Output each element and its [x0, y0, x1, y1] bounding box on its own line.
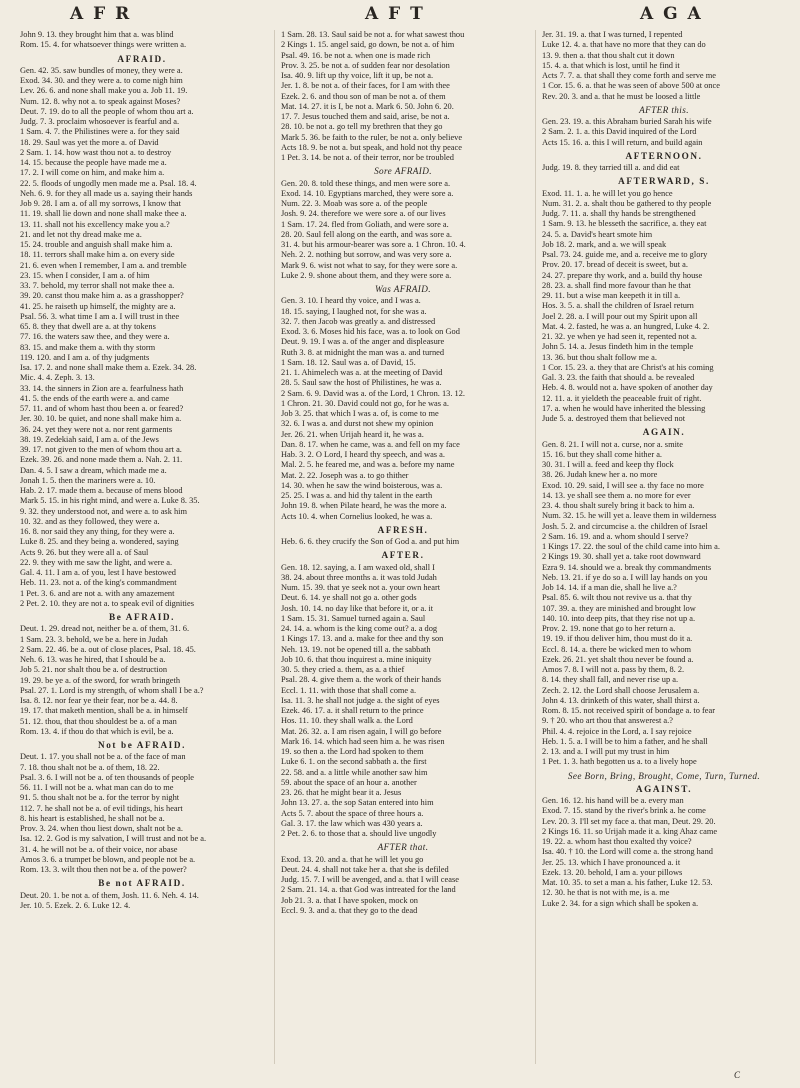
concordance-entry: Gen. 23. 19. a. this Abraham buried Sarah his wife [542, 117, 712, 126]
concordance-entry: Job 9. 28. I am a. of all my sorrows, I know that [20, 199, 181, 208]
concordance-entry: Mark 5. 36. be faith to the ruler, be not a. only believe [281, 132, 463, 142]
concordance-entry: 1 Sam. 23. 3. behold, we be a. here in Judah [20, 634, 168, 644]
concordance-entry: 1 Sam. 17. 24. fled from Goliath, and were sore a. [281, 219, 449, 229]
concordance-entry: 91. 5. thou shalt not be a. for the terror by night [20, 793, 180, 803]
concordance-entry: Lev. 26. 6. and none shall make you a. Job 11. 19. [20, 86, 188, 96]
section-heading: Not be AFRAID. [98, 740, 186, 750]
concordance-entry: Psal. 3. 6. I will not be a. of ten thousands of people [20, 772, 194, 782]
concordance-entry: Psal. 85. 6. wilt thou not revive us a. that thy [542, 593, 692, 603]
concordance-entry: 9. † 20. who art thou that answerest a.? [542, 716, 673, 726]
section-heading: Be not AFRAID. [98, 878, 186, 889]
concordance-entry: 18. 11. terrors shall make him a. on every side [20, 250, 175, 260]
concordance-entry: Job 5. 21. nor shalt thou be a. of destruction [20, 665, 168, 675]
concordance-entry: 32. 7. then Jacob was greatly a. and distressed [281, 316, 436, 326]
concordance-entry: Acts 7. 7. a. that shall they come forth and serve me [542, 71, 716, 80]
concordance-entry: Deut. 1. 17. you shall not be a. of the face of man [20, 752, 186, 762]
concordance-entry: Mat. 4. 2. fasted, he was a. an hungred, Luke 4. 2. [542, 321, 710, 331]
concordance-entry: 8. his heart is established, he shall not be a. [20, 813, 165, 823]
concordance-entry: 30. 31. I will a. feed and keep thy flock [542, 460, 674, 469]
concordance-entry: 14. 30. when he saw the wind boisterous, was a. [281, 480, 443, 490]
concordance-entry: Acts 10. 4. when Cornelius looked, he was a. [281, 511, 433, 521]
concordance-entry: 14. 13. ye shall see them a. no more for ever [542, 490, 691, 500]
concordance-entry: 1 Sam. 15. 31. Samuel turned again a. Saul [281, 613, 426, 623]
concordance-entry: Judg. 7. 11. a. shall thy hands be strengthened [542, 209, 696, 218]
concordance-entry: 17. 7. Jesus touched them and said, arise, be not a. [281, 112, 450, 121]
concordance-entry: Jude 5. a. destroyed them that believed not [542, 414, 686, 423]
concordance-entry: 2 Sam. 2. 1. a. this David inquired of the Lord [542, 127, 697, 137]
section-heading: AFRAID. [117, 53, 167, 64]
concordance-entry: 15. 4. a. that which is lost, until he find it [542, 60, 680, 70]
concordance-entry: 56. 11. I will not be a. what man can do to me [20, 783, 174, 792]
concordance-entry: Exod. 34. 30. and they were a. to come nigh him [20, 76, 183, 85]
concordance-entry: Hab. 3. 2. O Lord, I heard thy speech, and was a. [281, 450, 445, 459]
concordance-entry: Mark 9. 6. wist not what to say, for they were sore a. [281, 260, 458, 270]
concordance-entry: Jer. 10. 5. Ezek. 2. 6. Luke 12. 4. [20, 900, 131, 910]
concordance-entry: 28. 20. Saul fell along on the earth, and was sore a. [281, 229, 452, 239]
concordance-entry: 13. 36. but thou shalt follow me a. [542, 352, 657, 362]
column-2 [274, 30, 525, 1064]
concordance-entry: 2 Pet. 2. 6. to those that a. should live ungodly [281, 829, 437, 838]
concordance-entry: Job 3. 25. that which I was a. of, is come to me [281, 409, 439, 418]
concordance-entry: Eccl. 1. 11. with those that shall come a. [281, 685, 417, 695]
concordance-entry: Josh. 9. 24. therefore we were sore a. of our lives [281, 209, 446, 219]
concordance-entry: 2 Kings 16. 11. so Urijah made it a. king Ahaz came [542, 826, 718, 836]
concordance-entry: 28. 23. a. shall find more favour than he that [542, 280, 691, 290]
concordance-entry: Gen. 8. 21. I will not a. curse, nor a. smite [542, 439, 683, 449]
concordance-entry: Acts 15. 16. a. this I will return, and build again [542, 137, 703, 147]
concordance-entry: Heb. 11. 23. not a. of the king's commandment [20, 578, 177, 588]
concordance-entry: Acts 5. 7. about the space of three hours a. [281, 808, 424, 818]
page-header [20, 0, 786, 30]
concordance-entry: 112. 7. he shall not be a. of evil tidings, his heart [20, 803, 183, 813]
concordance-entry: Gal. 3. 23. the faith that should a. be revealed [542, 373, 695, 382]
concordance-entry: 140. 10. into deep pits, that they rise not up a. [542, 613, 696, 623]
concordance-entry: Dan. 8. 17. when he came, was a. and fell on my face [281, 439, 460, 449]
concordance-entry: 12. 30. he that is not with me, is a. me [542, 888, 670, 898]
concordance-entry: 14. 15. because the people have made me a. [20, 158, 167, 167]
section-heading: Be AFRAID. [108, 612, 176, 622]
concordance-entry: 36. 24. yet they were not a. nor rent garments [20, 424, 173, 434]
concordance-entry: Rom. 8. 15. not received spirit of bondage a. to fear [542, 706, 716, 715]
concordance-entry: Deut. 9. 19. I was a. of the anger and displeasure [281, 337, 445, 347]
concordance-entry: Prov. 2. 19. none that go to her return a. [542, 624, 676, 633]
concordance-entry: Luke 2. 34. for a sign which shall be spoken a. [542, 898, 699, 908]
concordance-entry: 1 Kings 17. 22. the soul of the child came into him a. [542, 542, 720, 551]
concordance-entry: John 4. 13. drinketh of this water, shall thirst a. [542, 695, 700, 705]
concordance-entry: 31. 4. he will not be a. of their voice, nor abase [20, 844, 178, 854]
concordance-entry: Neb. 13. 21. if ye do so a. I will lay hands on you [542, 572, 708, 582]
concordance-entry: Psal. 28. 4. give them a. the work of their hands [281, 675, 442, 685]
concordance-entry: Deut. 24. 4. shall not take her a. that she is defiled [281, 864, 449, 874]
concordance-entry: Hos. 11. 10. they shall walk a. the Lord [281, 716, 413, 726]
concordance-entry: Psal. 49. 16. be not a. when one is made rich [281, 50, 431, 60]
concordance-entry: Josh. 10. 14. no day like that before it, or a. it [281, 603, 434, 613]
concordance-entry: 17. 2. I will come on him, and make him a. [20, 168, 165, 178]
concordance-entry: 31. 4. but his armour-bearer was sore a. 1 Chron. 10. 4. [281, 240, 466, 249]
concordance-entry: Rev. 20. 3. and a. that he must be loosed a little [542, 91, 701, 101]
concordance-entry: Neh. 6. 13. was he hired, that I should be a. [20, 655, 166, 664]
concordance-entry: Isa. 8. 12. nor fear ye their fear, nor be a. 44. 8. [20, 696, 178, 705]
concordance-entry: Ezek. 39. 26. and none made them a. Nah. 2. 11. [20, 455, 183, 465]
concordance-entry: 39. 20. canst thou make him a. as a grasshopper? [20, 291, 184, 301]
concordance-entry: 15. 24. trouble and anguish shall make him a. [20, 240, 173, 249]
concordance-entry: Mal. 2. 5. he feared me, and was a. before my name [281, 460, 455, 470]
concordance-entry: Amos 3. 6. a trumpet be blown, and people not be a. [20, 854, 196, 864]
concordance-entry: Exod. 3. 6. Moses hid his face, was a. to look on God [281, 327, 460, 336]
concordance-entry: 19. so then a. the Lord had spoken to them [281, 747, 424, 756]
concordance-entry: John 9. 13. they brought him that a. was blind [20, 30, 174, 39]
concordance-entry: Prov. 3. 24. when thou liest down, shalt not be a. [20, 824, 183, 833]
concordance-entry: Num. 15. 39. that ye seek not a. your own heart [281, 583, 441, 592]
header-right: A G A [640, 4, 703, 24]
concordance-entry: Isa. 12. 2. God is my salvation, I will trust and not be a. [20, 834, 207, 844]
concordance-entry: Job 14. 14. if a man die, shall he live a.? [542, 583, 677, 592]
concordance-entry: Num. 22. 3. Moab was sore a. of the people [281, 199, 428, 208]
concordance-entry: 119. 120. and I am a. of thy judgments [20, 352, 150, 362]
concordance-entry: Hab. 2. 17. made them a. because of mens blood [20, 486, 183, 495]
concordance-entry: Heb. 1. 5. a. I will be to him a father, and he shall [542, 736, 708, 746]
concordance-entry: Gen. 18. 12. saying, a. I am waxed old, shall I [281, 562, 435, 572]
concordance-entry: John 19. 8. when Pilate heard, he was the more a. [281, 501, 447, 511]
concordance-entry: 77. 16. the waters saw thee, and they were a. [20, 332, 170, 342]
concordance-entry: Exod. 10. 29. said, I will see a. thy face no more [542, 480, 704, 490]
concordance-entry: 65. 8. they that dwell are a. at thy tokens [20, 322, 156, 331]
concordance-entry: Num. 31. 2. a. shalt thou be gathered to thy people [542, 198, 712, 208]
section-heading: AFTER. [381, 550, 425, 561]
concordance-entry: Lev. 20. 3. I'll set my face a. that man, Deut. 29. 20. [542, 816, 716, 826]
concordance-entry: Gal. 4. 11. I am a. of you, lest I have bestowed [20, 568, 176, 577]
concordance-entry: Job 10. 6. that thou inquirest a. mine iniquity [281, 654, 432, 664]
signature-mark: C [733, 1070, 740, 1080]
concordance-entry: 38. 24. about three months a. it was told Judah [281, 572, 437, 582]
concordance-entry: 33. 14. the sinners in Zion are a. fearfulness hath [20, 383, 184, 393]
column-3 [535, 30, 786, 1064]
concordance-entry: 21. and let not thy dread make me a. [20, 229, 142, 239]
concordance-entry: Exod. 7. 15. stand by the river's brink a. he come [542, 806, 706, 816]
concordance-entry: 7. 18. thou shalt not be a. of them, 18. 22. [20, 762, 160, 772]
concordance-entry: Dan. 4. 5. I saw a dream, which made me a. [20, 465, 167, 475]
concordance-entry: Phil. 4. 4. rejoice in the Lord, a. I say rejoice [542, 726, 692, 736]
concordance-entry: Mat. 2. 22. Joseph was a. to go thither [281, 470, 409, 480]
section-heading: AGAINST. [635, 783, 693, 794]
concordance-entry: 9. 32. they understood not, and were a. to ask him [20, 506, 188, 516]
concordance-entry: John 13. 27. a. the sop Satan entered into him [281, 798, 434, 808]
concordance-entry: Isa. 11. 3. he shall not judge a. the sight of eyes [281, 695, 440, 705]
concordance-entry: Gen. 42. 35. saw bundles of money, they were a. [20, 65, 183, 75]
section-heading: See Born, Bring, Brought, Come, Turn, Turned. [567, 770, 761, 781]
concordance-entry: 13. 9. then a. that thou shalt cut it down [542, 50, 675, 60]
concordance-entry: 107. 39. a. they are minished and brought low [542, 603, 696, 613]
concordance-entry: Rom. 13. 4. if thou do that which is evil, be a. [20, 726, 174, 736]
concordance-entry: Ezek. 2. 6. and thou son of man be not a. of them [281, 91, 446, 101]
concordance-entry: 2 Sam. 6. 9. David was a. of the Lord, 1 Chron. 13. 12. [281, 388, 465, 398]
concordance-entry: Acts 18. 9. be not a. but speak, and hold not thy peace [281, 142, 462, 152]
concordance-entry: Luke 6. 1. on the second sabbath a. the first [281, 757, 427, 767]
concordance-entry: 24. 5. a. David's heart smote him [542, 229, 653, 239]
concordance-entry: Judg. 19. 8. they tarried till a. and did eat [542, 163, 680, 172]
concordance-entry: 38. 26. Judah knew her a. no more [542, 470, 658, 480]
header-left: A F R [70, 4, 132, 24]
concordance-entry: 18. 29. Saul was yet the more a. of David [20, 137, 159, 147]
concordance-entry: 57. 11. and of whom hast thou been a. or feared? [20, 404, 184, 413]
concordance-entry: Jer. 26. 21. when Urijah heard it, he was a. [281, 429, 424, 439]
concordance-entry: Acts 9. 26. but they were all a. of Saul [20, 547, 149, 557]
concordance-entry: Isa. 40. 9. lift up thy voice, lift it up, be not a. [281, 71, 434, 80]
concordance-entry: Jer. 31. 19. a. that I was turned, I repented [542, 30, 683, 39]
concordance-entry: 24. 27. prepare thy work, and a. build thy house [542, 270, 703, 280]
concordance-entry: 28. 10. be not a. go tell my brethren that they go [281, 122, 443, 132]
concordance-entry: 1 Pet. 1. 3. hath begotten us a. to a lively hope [542, 757, 697, 767]
concordance-entry: Jer. 1. 8. be not a. of their faces, for I am with thee [281, 81, 450, 91]
concordance-entry: Psal. 73. 24. guide me, and a. receive me to glory [542, 250, 708, 259]
concordance-entry: 23. 15. when I consider, I am a. of him [20, 270, 150, 280]
concordance-entry: 2 Sam. 16. 19. and a. whom should I serve? [542, 531, 689, 541]
concordance-entry: Zech. 2. 12. the Lord shall choose Jerusalem a. [542, 685, 700, 695]
concordance-entry: Deut. 20. 1. be not a. of them, Josh. 11. 6. Neh. 4. 14. [20, 890, 199, 900]
concordance-entry: Gen. 20. 8. told these things, and men were sore a. [281, 178, 451, 188]
header-center: A F T [365, 4, 425, 24]
concordance-entry: 1 Cor. 15. 6. a. that he was seen of above 500 at once [542, 81, 720, 91]
concordance-entry: 41. 25. he raiseth up himself, the mighty are a. [20, 301, 176, 311]
concordance-entry: 2 Pet. 2. 10. they are not a. to speak evil of dignities [20, 598, 194, 608]
concordance-entry: Prov. 3. 25. be not a. of sudden fear nor desolation [281, 60, 450, 70]
concordance-entry: 19. 19. if thou deliver him, thou must do it a. [542, 634, 693, 644]
section-heading: AFTER this. [639, 104, 689, 115]
concordance-entry: 83. 15. and make them a. with thy storm [20, 342, 156, 352]
concordance-entry: Mark 16. 14. which had seen him a. he was risen [281, 736, 445, 746]
concordance-entry: Gen. 16. 12. his hand will be a. every man [542, 796, 684, 805]
concordance-entry: Neh. 2. 2. nothing but sorrow, and was very sore a. [281, 250, 452, 260]
concordance-entry: 33. 7. behold, my terror shall not make thee a. [20, 281, 175, 290]
concordance-entry: 1 Chron. 21. 30. David could not go, for he was a. [281, 398, 449, 408]
concordance-entry: 41. 5. the ends of the earth were a. and came [20, 393, 170, 403]
concordance-entry: 59. about the space of an hour a. another [281, 777, 417, 787]
concordance-entry: Eccl. 9. 3. and a. that they go to the dead [281, 905, 418, 915]
concordance-entry: 16. 8. nor said they any thing, for they were a. [20, 527, 175, 536]
concordance-entry: 19. 22. a. whom hast thou exalted thy voice? [542, 837, 692, 846]
concordance-entry: 21. 32. ye when ye had seen it, repented not a. [542, 332, 697, 341]
section-heading: AFTERNOON. [625, 150, 703, 161]
concordance-entry: Job 18. 2. mark, and a. we will speak [542, 239, 667, 249]
concordance-entry: 2 Sam. 22. 46. be a. out of close places, Psal. 18. 45. [20, 644, 196, 654]
concordance-entry: Ezra 9. 14. should we a. break thy commandments [542, 562, 712, 572]
concordance-entry: Judg. 15. 7. I will be avenged, and a. that I will cease [281, 875, 459, 884]
section-heading: Sore AFRAID. [374, 166, 432, 177]
concordance-entry: Mat. 10. 35. to set a man a. his father, Luke 12. 53. [542, 878, 713, 887]
concordance-entry: 22. 5. floods of ungodly men made me a. Psal. 18. 4. [20, 178, 197, 188]
section-heading: AFTER that. [377, 842, 429, 853]
concordance-entry: Gal. 3. 17. the law which was 430 years a. [281, 818, 423, 828]
section-heading: AFTERWARD, S. [618, 176, 710, 187]
section-heading: Was AFRAID. [375, 284, 431, 294]
concordance-entry: 11. 19. shall lie down and none shall make thee a. [20, 209, 187, 219]
concordance-entry: Heb. 6. 6. they crucify the Son of God a. and put him [281, 537, 460, 546]
concordance-entry: 23. 26. that he might bear it a. Jesus [281, 788, 402, 797]
concordance-entry: Ezek. 26. 21. yet shalt thou never be found a. [542, 654, 694, 664]
concordance-entry: 12. 11. a. it yieldeth the peaceable fruit of right. [542, 393, 702, 403]
concordance-entry: Isa. 40. † 10. the Lord will come a. the strong hand [542, 847, 713, 857]
concordance-entry: 21. 6. even when I remember, I am a. and tremble [20, 260, 187, 270]
concordance-entry: Neh. 13. 19. not be opened till a. the sabbath [281, 644, 431, 654]
concordance-entry: Num. 32. 15. he will yet a. leave them in wilderness [542, 511, 717, 521]
concordance-entry: Exod. 14. 10. Egyptians marched, they were sore a. [281, 188, 454, 198]
concordance-entry: 22. 58. and a. a little while another saw him [281, 767, 428, 777]
section-heading: AGAIN. [642, 427, 686, 438]
concordance-entry: Judg. 7. 3. proclaim whosoever is fearful and a. [20, 117, 180, 126]
concordance-entry: Luke 12. 4. a. that have no more that they can do [542, 40, 706, 50]
concordance-entry: 1 Sam. 9. 13. he blesseth the sacrifice, a. they eat [542, 219, 707, 229]
concordance-entry: 15. 16. but they shall come hither a. [542, 449, 663, 459]
concordance-entry: Mat. 14. 27. it is I, be not a. Mark 6. 50. John 6. 20. [281, 101, 454, 111]
concordance-entry: Neh. 6. 9. for they all made us a. saying their hands [20, 188, 193, 198]
concordance-entry: 28. 5. Saul saw the host of Philistines, he was a. [281, 378, 442, 388]
concordance-entry: Mat. 26. 32. a. I am risen again, I will go before [281, 726, 442, 736]
concordance-entry: Ezek. 13. 20. behold, I am a. your pillows [542, 867, 683, 877]
concordance-entry: John 5. 14. a. Jesus findeth him in the temple [542, 342, 694, 352]
concordance-entry: 29. 11. but a wise man keepeth it in till a. [542, 291, 681, 300]
concordance-entry: Gen. 3. 10. I heard thy voice, and I was a. [281, 296, 421, 306]
concordance-entry: 24. 14. a. whom is the king come out? a. a dog [281, 624, 438, 633]
concordance-entry: 17. a. when he would have inherited the blessing [542, 403, 706, 413]
column-1 [20, 30, 264, 1064]
concordance-entry: Prov. 20. 17. bread of deceit is sweet, but a. [542, 260, 688, 270]
concordance-entry: 10. 32. and as they followed, they were a. [20, 516, 160, 526]
concordance-entry: Num. 12. 8. why not a. to speak against Moses? [20, 96, 181, 106]
concordance-entry: Joel 2. 28. a. I will pour out my Spirit upon all [542, 311, 698, 321]
concordance-entry: Josh. 5. 2. and circumcise a. the children of Israel [542, 521, 708, 531]
concordance-entry: Heb. 4. 8. would not a. have spoken of another day [542, 383, 713, 393]
concordance-entry: Deut. 6. 14. ye shall not go a. other gods [281, 593, 417, 603]
concordance-entry: 1 Pet. 3. 6. and are not a. with any amazement [20, 588, 175, 598]
columns [20, 30, 786, 1064]
concordance-entry: 2 Sam. 1. 14. how wast thou not a. to destroy [20, 147, 172, 157]
concordance-entry: 1 Kings 17. 13. and a. make for thee and thy son [281, 634, 444, 644]
concordance-entry: Exod. 13. 20. and a. that he will let you go [281, 854, 424, 864]
concordance-entry: 1 Pet. 3. 14. be not a. of their terror, nor be troubled [281, 153, 454, 162]
concordance-entry: Jer. 30. 10. be quiet, and none shall make him a. [20, 414, 182, 424]
concordance-entry: Luke 2. 9. shone about them, and they were sore a. [281, 270, 452, 280]
concordance-entry: Psal. 27. 1. Lord is my strength, of whom shall I be a.? [20, 685, 204, 695]
concordance-entry: 21. 1. Ahimelech was a. at the meeting of David [281, 368, 443, 377]
concordance-entry: 19. 29. be ye a. of the sword, for wrath bringeth [20, 675, 181, 685]
concordance-entry: Deut. 7. 19. do to all the people of whom thou art a. [20, 106, 194, 116]
concordance-entry: 8. 14. they shall fall, and never rise up a. [542, 675, 679, 685]
concordance-entry: Exod. 11. 1. a. he will let you go hence [542, 188, 673, 198]
concordance-entry: 23. 4. thou shalt surely bring it back to him a. [542, 501, 695, 510]
concordance-entry: 13. 11. shall not his excellency make you a.? [20, 219, 170, 229]
concordance-entry: 39. 17. not given to the men of whom thou art a. [20, 445, 182, 454]
concordance-entry: 2. 13. and a. I will put my trust in him [542, 747, 670, 756]
concordance-entry: Rom. 13. 3. wilt thou then not be a. of the power? [20, 865, 187, 874]
concordance-entry: Hos. 3. 5. a. shall the children of Israel return [542, 301, 694, 311]
concordance-entry: Psal. 56. 3. what time I am a. I will trust in thee [20, 311, 180, 321]
concordance-entry: 30. 5. they cried a. them, as a. a thief [281, 665, 405, 674]
concordance-entry: Isa. 17. 2. and none shall make them a. Ezek. 34. 28. [20, 363, 197, 372]
concordance-entry: Job 21. 3. a. that I have spoken, mock on [281, 895, 418, 905]
concordance-entry: Luke 8. 25. and they being a. wondered, saying [20, 537, 179, 547]
section-heading: AFRESH. [377, 524, 429, 535]
concordance-entry: 38. 19. Zedekiah said, I am a. of the Jews [20, 434, 159, 444]
concordance-entry: 32. 6. I was a. and durst not shew my opinion [281, 419, 434, 429]
concordance-entry: 19. 17. that maketh mention, shall be a. in himself [20, 706, 188, 716]
concordance-entry: Deut. 1. 29. dread not, neither be a. of them, 31. 6. [20, 624, 190, 634]
concordance-entry: 51. 12. thou, that thou shouldest be a. of a man [20, 716, 177, 726]
concordance-entry: 2 Kings 1. 15. angel said, go down, be not a. of him [281, 40, 455, 50]
concordance-entry: 1 Sam. 4. 7. the Philistines were a. for they said [20, 127, 180, 137]
concordance-entry: 22. 9. they with me saw the light, and were a. [20, 557, 173, 567]
concordance-entry: 18. 15. saying, I laughed not, for she was a. [281, 306, 427, 316]
concordance-entry: Ezek. 46. 17. a. it shall return to the prince [281, 706, 424, 715]
concordance-entry: 25. 25. I was a. and hid thy talent in the earth [281, 491, 433, 500]
concordance-entry: Rom. 15. 4. for whatsoever things were written a. [20, 40, 187, 50]
concordance-entry: 1 Cor. 15. 23. a. they that are Christ's at his coming [542, 362, 714, 372]
concordance-entry: Mic. 4. 4. Zeph. 3. 13. [20, 373, 95, 383]
concordance-entry: 2 Kings 19. 30. shall yet a. take root downward [542, 552, 701, 562]
concordance-entry: Ruth 3. 8. at midnight the man was a. and turned [281, 347, 445, 357]
concordance-entry: Amos 7. 8. I will not a. pass by them, 8. 2. [542, 665, 685, 674]
concordance-entry: Mark 5. 15. in his right mind, and were a. Luke 8. 35. [20, 496, 200, 506]
concordance-entry: 1 Sam. 18. 12. Saul was a. of David, 15. [281, 357, 416, 367]
concordance-entry: Jer. 25. 13. which I have pronounced a. it [542, 857, 681, 867]
concordance-entry: 2 Sam. 21. 14. a. that God was intreated for the land [281, 885, 456, 895]
concordance-entry: 1 Sam. 28. 13. Saul said be not a. for what sawest thou [281, 30, 465, 39]
concordance-entry: Jonah 1. 5. then the mariners were a. 10. [20, 475, 156, 485]
concordance-entry: Eccl. 8. 14. a. there be wicked men to whom [542, 644, 692, 654]
